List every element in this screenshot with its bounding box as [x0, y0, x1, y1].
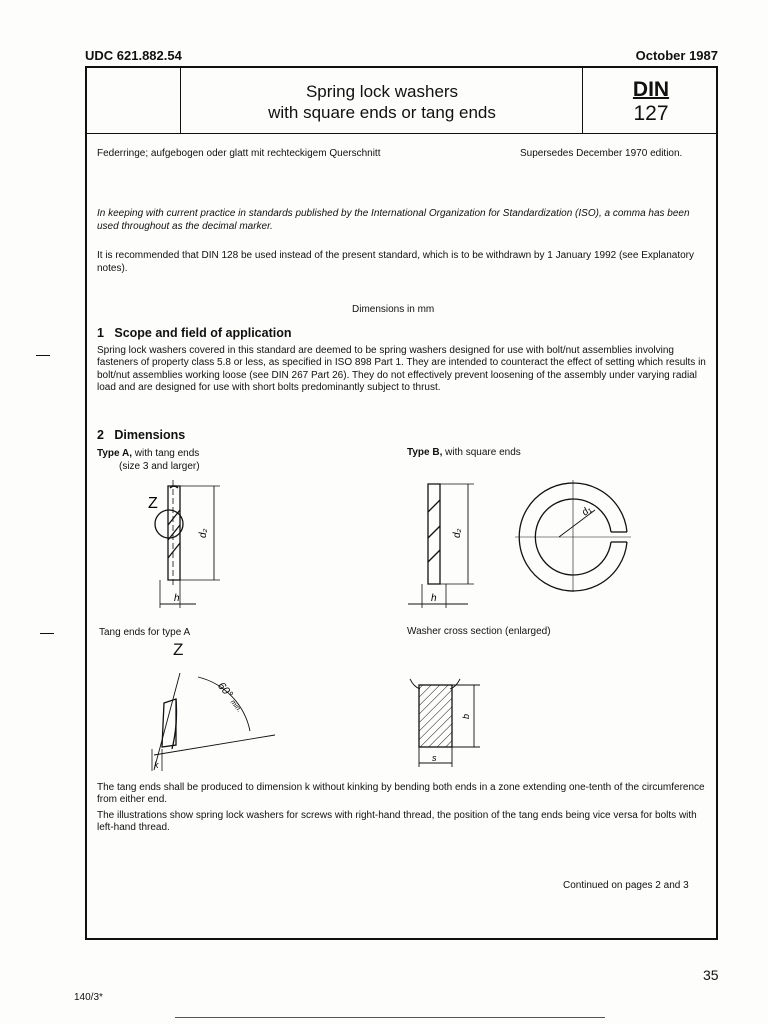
din-number: 127	[633, 102, 669, 125]
type-a-size: (size 3 and larger)	[119, 461, 200, 472]
type-b-side-view	[400, 480, 490, 615]
publication-date: October 1987	[635, 48, 718, 63]
cross-s-label: s	[432, 753, 437, 763]
section-2-heading	[97, 428, 185, 442]
dimensions-unit: Dimensions in mm	[352, 304, 435, 315]
german-title: Federringe; aufgebogen oder glatt mit rechteckigem Querschnitt	[97, 148, 381, 159]
recommendation-note: It is recommended that DIN 128 be used instead of the present standard, which is to be withdrawn by 1 January 1992 (see Explanatory notes).	[97, 250, 695, 274]
washer-cross-section	[400, 665, 490, 770]
type-b-d2-label: d₂	[452, 528, 463, 538]
margin-mark	[40, 633, 54, 634]
bottom-rule	[175, 1017, 605, 1018]
cross-section-caption: Washer cross section (enlarged)	[407, 626, 551, 637]
cross-b-label: b	[461, 713, 471, 719]
page-number: 35	[703, 967, 719, 983]
detail-z-heading: Z	[173, 640, 184, 659]
section-2-title: Dimensions	[114, 428, 186, 442]
tang-ends-text: The tang ends shall be produced to dimension k without kinking by bending both ends in a zone extending one-tenth of the circumference from either end.	[97, 782, 705, 806]
type-a-description: with tang ends	[134, 448, 200, 459]
din-block	[584, 78, 718, 126]
section-1-text: Spring lock washers covered in this standard are deemed to be spring washers designed for use with bolt/nut assemblies involving fasteners of property class 5.8 or less, as specified in ISO 898 Part 1. They are intended to counteract the effect of setting which results in bolt/nut assemblies working loose (see DIN 267 Part 26). They do not effectively prevent loosening of the assembly under varying radial load and are designed for use with short bolts predominantly subject to thrust.	[97, 345, 706, 394]
type-a-h-label: h	[174, 593, 180, 604]
title-block-divider	[85, 133, 718, 134]
detail-z-label: Z	[148, 495, 158, 512]
udc-code: UDC 621.882.54	[85, 48, 182, 63]
title-right-divider	[582, 66, 583, 133]
type-b-d1-label: d₁	[579, 504, 594, 519]
title-left-divider	[180, 66, 181, 133]
iso-decimal-note: In keeping with current practice in standards published by the International Organization for Standardization (ISO), a comma has been used throughout as the decimal marker.	[97, 208, 690, 232]
type-b-top-view	[515, 480, 645, 595]
margin-mark	[36, 355, 50, 356]
section-2-number: 2	[97, 428, 104, 442]
section-1-number: 1	[97, 326, 104, 340]
supersedes-note: Supersedes December 1970 edition.	[520, 148, 683, 159]
type-b-description: with square ends	[445, 447, 521, 458]
type-b-caption	[407, 446, 521, 459]
section-1-heading	[97, 326, 291, 340]
angle-label: 60°	[214, 680, 235, 701]
tang-ends-detail	[140, 665, 290, 775]
type-a-label: Type A,	[97, 448, 133, 459]
type-a-caption	[97, 447, 199, 460]
illustration-note: The illustrations show spring lock washers for screws with right-hand thread, the position of the tang ends being vice versa for bolts with left-hand thread.	[97, 810, 697, 834]
type-a-d2-label: d₂	[198, 528, 209, 538]
document-title	[182, 81, 582, 123]
document-code: 140/3*	[74, 992, 103, 1003]
section-1-title: Scope and field of application	[114, 326, 292, 340]
continued-note: Continued on pages 2 and 3	[563, 880, 689, 891]
title-line-2: with square ends or tang ends	[268, 103, 496, 122]
type-b-label: Type B,	[407, 447, 443, 458]
tang-ends-caption: Tang ends for type A	[99, 627, 191, 638]
type-b-h-label: h	[431, 593, 437, 604]
type-a-side-view	[140, 480, 260, 615]
tang-k-label: k	[154, 760, 159, 770]
din-label: DIN	[632, 78, 670, 101]
title-line-1: Spring lock washers	[305, 82, 459, 101]
angle-unit-label: min.	[228, 698, 243, 714]
